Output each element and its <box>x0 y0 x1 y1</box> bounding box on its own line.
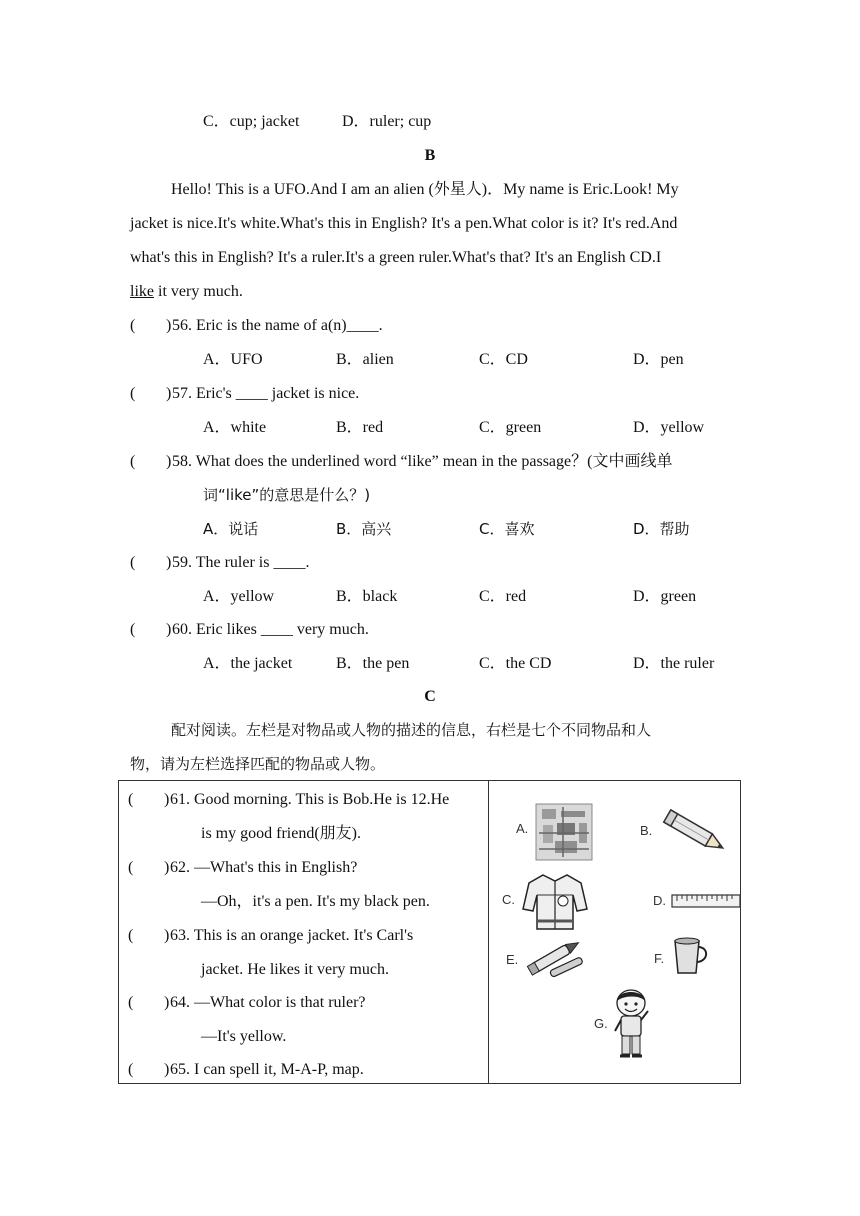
option-c: C．red <box>479 588 527 605</box>
passage-line: what's this in English? It's a ruler.It's a green ruler.What's that? It's an English CD.I <box>130 249 662 266</box>
option-c: C．the CD <box>479 655 552 672</box>
pen-icon <box>523 937 589 979</box>
item-text: 63. This is an orange jacket. It's Carl's <box>170 927 414 944</box>
passage-text: it very much. <box>154 283 243 300</box>
option-a: A．UFO <box>203 351 263 368</box>
item-text: —It's yellow. <box>201 1028 287 1045</box>
jacket-icon <box>521 871 589 931</box>
passage-line <box>130 284 243 300</box>
cup-icon <box>671 935 711 977</box>
option-c: C．green <box>479 419 542 436</box>
option-d: D．yellow <box>633 419 705 436</box>
option-b: B．black <box>336 588 398 605</box>
option-d: D．the ruler <box>633 655 715 672</box>
instructions-line: 物，请为左栏选择匹配的物品或人物。 <box>130 755 386 773</box>
question-stem: 56. Eric is the name of a(n)____. <box>172 317 383 334</box>
map-icon <box>535 803 593 861</box>
option-a: A．white <box>203 419 267 436</box>
underlined-word-like: like <box>130 283 154 300</box>
item-text: —Oh，it's a pen. It's my black pen. <box>201 893 430 910</box>
instructions-line: 配对阅读。左栏是对物品或人物的描述的信息，右栏是七个不同物品和人 <box>171 721 652 739</box>
pencil-icon <box>659 809 731 855</box>
ruler-icon <box>671 893 741 909</box>
option-d: D．帮助 <box>633 520 690 538</box>
passage-line: jacket is nice.It's white.What's this in English? It's a pen.What color is it? It's red.And <box>130 215 678 232</box>
section-c-heading: C <box>424 688 436 705</box>
item-text: jacket. He likes it very much. <box>201 961 389 978</box>
question-stem-continued: 词“like”的意思是什么？) <box>203 486 371 504</box>
item-text: is my good friend(朋友). <box>201 825 361 842</box>
option-b: B．alien <box>336 351 394 368</box>
section-b-heading: B <box>424 147 436 164</box>
q55-option-d: D．ruler; cup <box>342 113 432 130</box>
passage-line: Hello! This is a UFO.And I am an alien (外星人)．My name is Eric.Look! My <box>171 181 679 198</box>
q55-option-c: C．cup; jacket <box>203 113 300 130</box>
option-d: D．green <box>633 588 697 605</box>
option-b: B．the pen <box>336 655 410 672</box>
item-text: 65. I can spell it, M-A-P, map. <box>170 1061 364 1078</box>
option-c: C．CD <box>479 351 528 368</box>
option-b: B．高兴 <box>336 520 392 538</box>
question-stem: 57. Eric's ____ jacket is nice. <box>172 385 360 402</box>
item-text: 61. Good morning. This is Bob.He is 12.He <box>170 791 450 808</box>
option-a: A．yellow <box>203 588 275 605</box>
option-c: C．喜欢 <box>479 520 535 538</box>
option-d: D．pen <box>633 351 684 368</box>
question-stem: 60. Eric likes ____ very much. <box>172 621 369 638</box>
boy-icon <box>610 987 652 1059</box>
option-b: B．red <box>336 419 384 436</box>
option-a: A．说话 <box>203 520 259 538</box>
question-stem: 59. The ruler is ____. <box>172 554 310 571</box>
item-text: 64. —What color is that ruler? <box>170 994 366 1011</box>
matching-table: ( ) 61. Good morning. This is Bob.He is 12.He is my good friend(朋友). ( ) 62. —What's this in English? —Oh，it's a pen. It's my black pen. ( ) 63. This is an orange jacket. It's Carl's jacket. He likes it very much. ( ) 64. —What color is that ruler? —It's yellow. ( ) 65. I can spell it, M-A-P, map. A. B. C. D. E. F. G. <box>118 780 741 1084</box>
item-text: 62. —What's this in English? <box>170 859 358 876</box>
question-stem: 58. What does the underlined word “like” mean in the passage？(文中画线单 <box>172 453 673 470</box>
table-divider <box>488 781 489 1083</box>
option-a: A．the jacket <box>203 655 293 672</box>
